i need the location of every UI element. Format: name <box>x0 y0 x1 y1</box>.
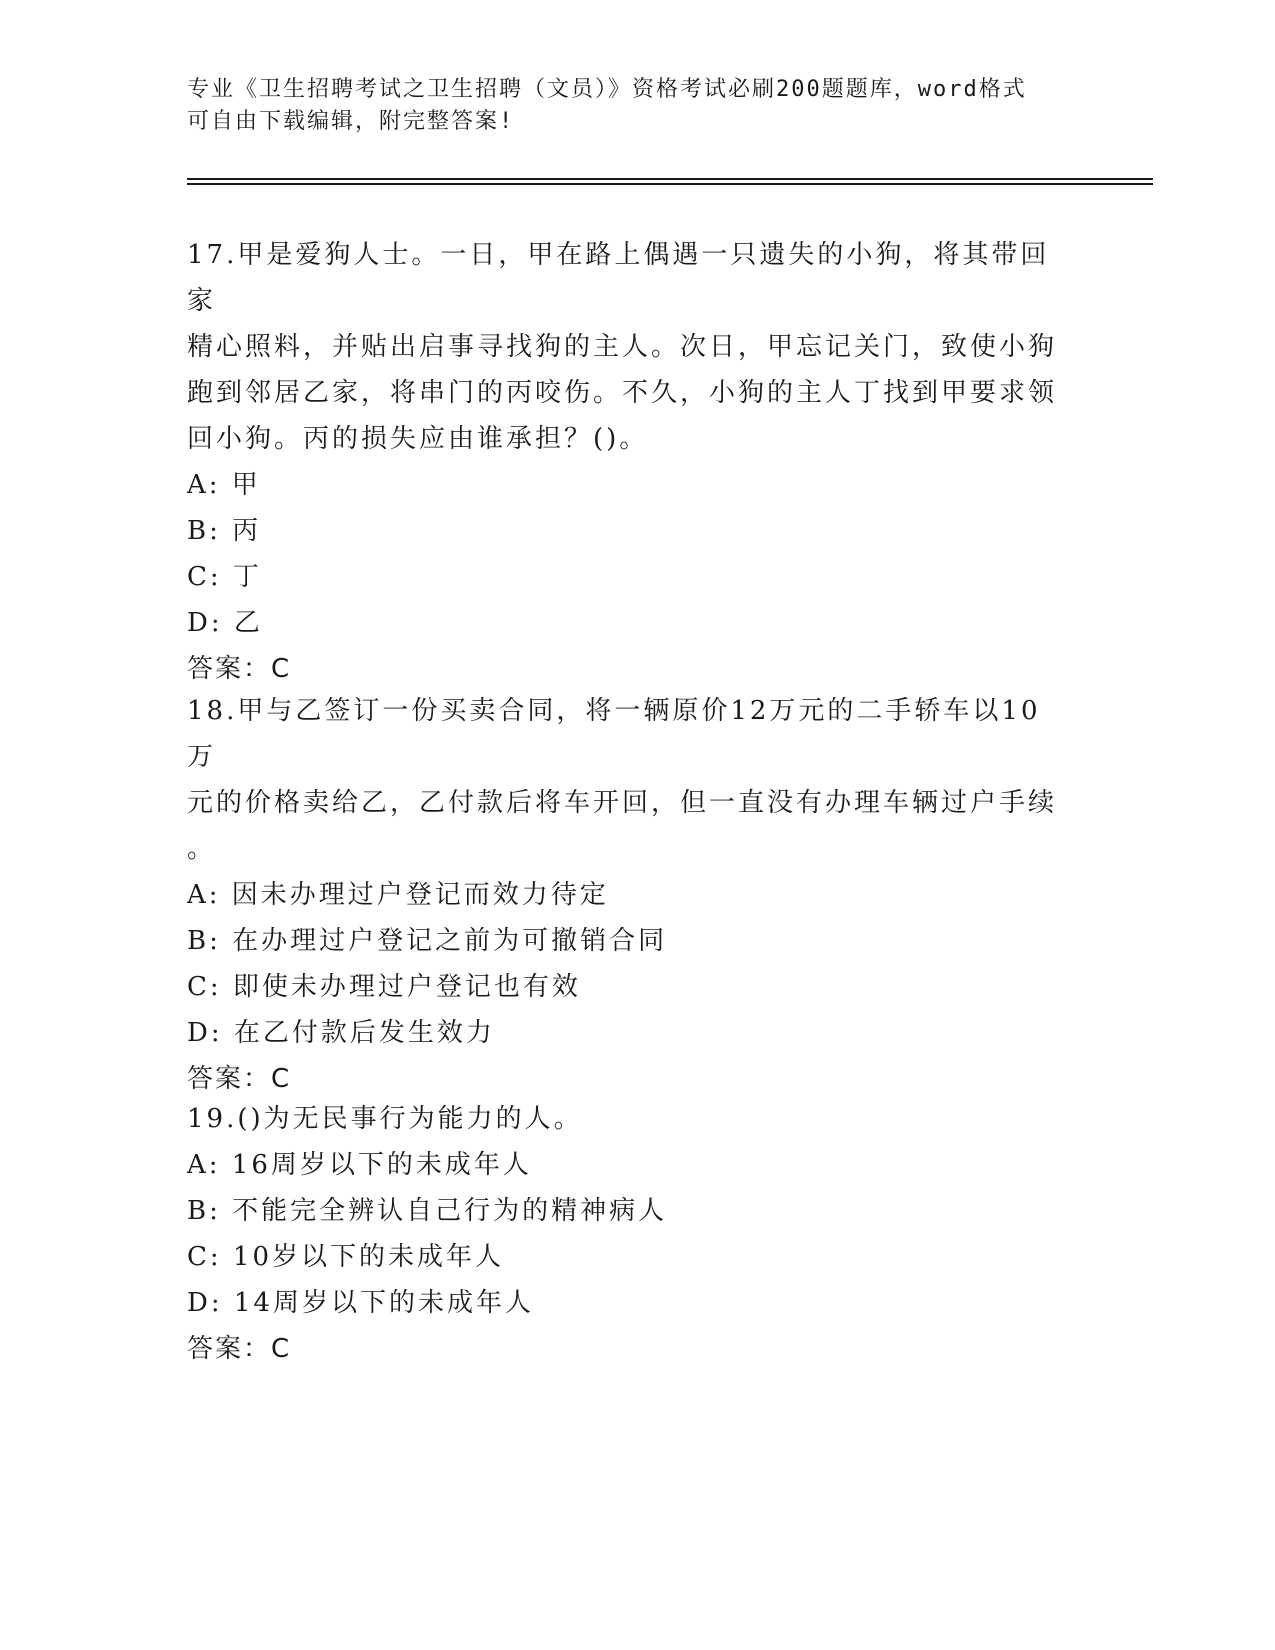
header-divider-top <box>187 178 1153 180</box>
option-b: B: 不能完全辨认自己行为的精神病人 <box>187 1196 668 1226</box>
header-line-2: 可自由下载编辑，附完整答案! <box>187 109 515 134</box>
option-c: C: 即使未办理过户登记也有效 <box>187 972 581 1002</box>
question-stem-line: 元的价格卖给乙，乙付款后将车开回，但一直没有办理车辆过户手续 <box>187 788 1058 818</box>
answer: 答案：C <box>187 654 292 684</box>
option-b: B: 在办理过户登记之前为可撤销合同 <box>187 926 668 956</box>
question-stem-line: 跑到邻居乙家，将串门的丙咬伤。不久，小狗的主人丁找到甲要求领 <box>187 378 1058 408</box>
question-stem-line: 回小狗。丙的损失应由谁承担？()。 <box>187 424 649 454</box>
option-c: C: 10岁以下的未成年人 <box>187 1242 505 1272</box>
header-divider-bottom <box>187 183 1153 185</box>
option-b: B: 丙 <box>187 516 262 546</box>
question-stem-line: 精心照料，并贴出启事寻找狗的主人。次日，甲忘记关门，致使小狗 <box>187 332 1058 362</box>
option-d: D: 在乙付款后发生效力 <box>187 1018 495 1048</box>
question-stem-line: 17.甲是爱狗人士。一日，甲在路上偶遇一只遗失的小狗，将其带回家 <box>187 240 1050 316</box>
option-c: C: 丁 <box>187 562 262 592</box>
question-stem-line: 。 <box>187 834 217 864</box>
question-17 <box>187 232 1067 692</box>
option-a: A: 16周岁以下的未成年人 <box>187 1150 532 1180</box>
option-d: D: 乙 <box>187 608 263 638</box>
option-a: A: 因未办理过户登记而效力待定 <box>187 880 609 910</box>
answer: 答案：C <box>187 1064 292 1094</box>
document-header <box>187 74 1067 138</box>
header-line-1: 专业《卫生招聘考试之卫生招聘（文员）》资格考试必刷200题题库，word格式 <box>187 77 1027 102</box>
option-d: D: 14周岁以下的未成年人 <box>187 1288 534 1318</box>
answer: 答案：C <box>187 1334 292 1364</box>
question-stem-line: 18.甲与乙签订一份买卖合同，将一辆原价12万元的二手轿车以10万 <box>187 696 1041 772</box>
question-stem-line: 19.()为无民事行为能力的人。 <box>187 1104 583 1134</box>
question-19 <box>187 1096 1067 1372</box>
option-a: A: 甲 <box>187 470 261 500</box>
question-18 <box>187 688 1067 1102</box>
